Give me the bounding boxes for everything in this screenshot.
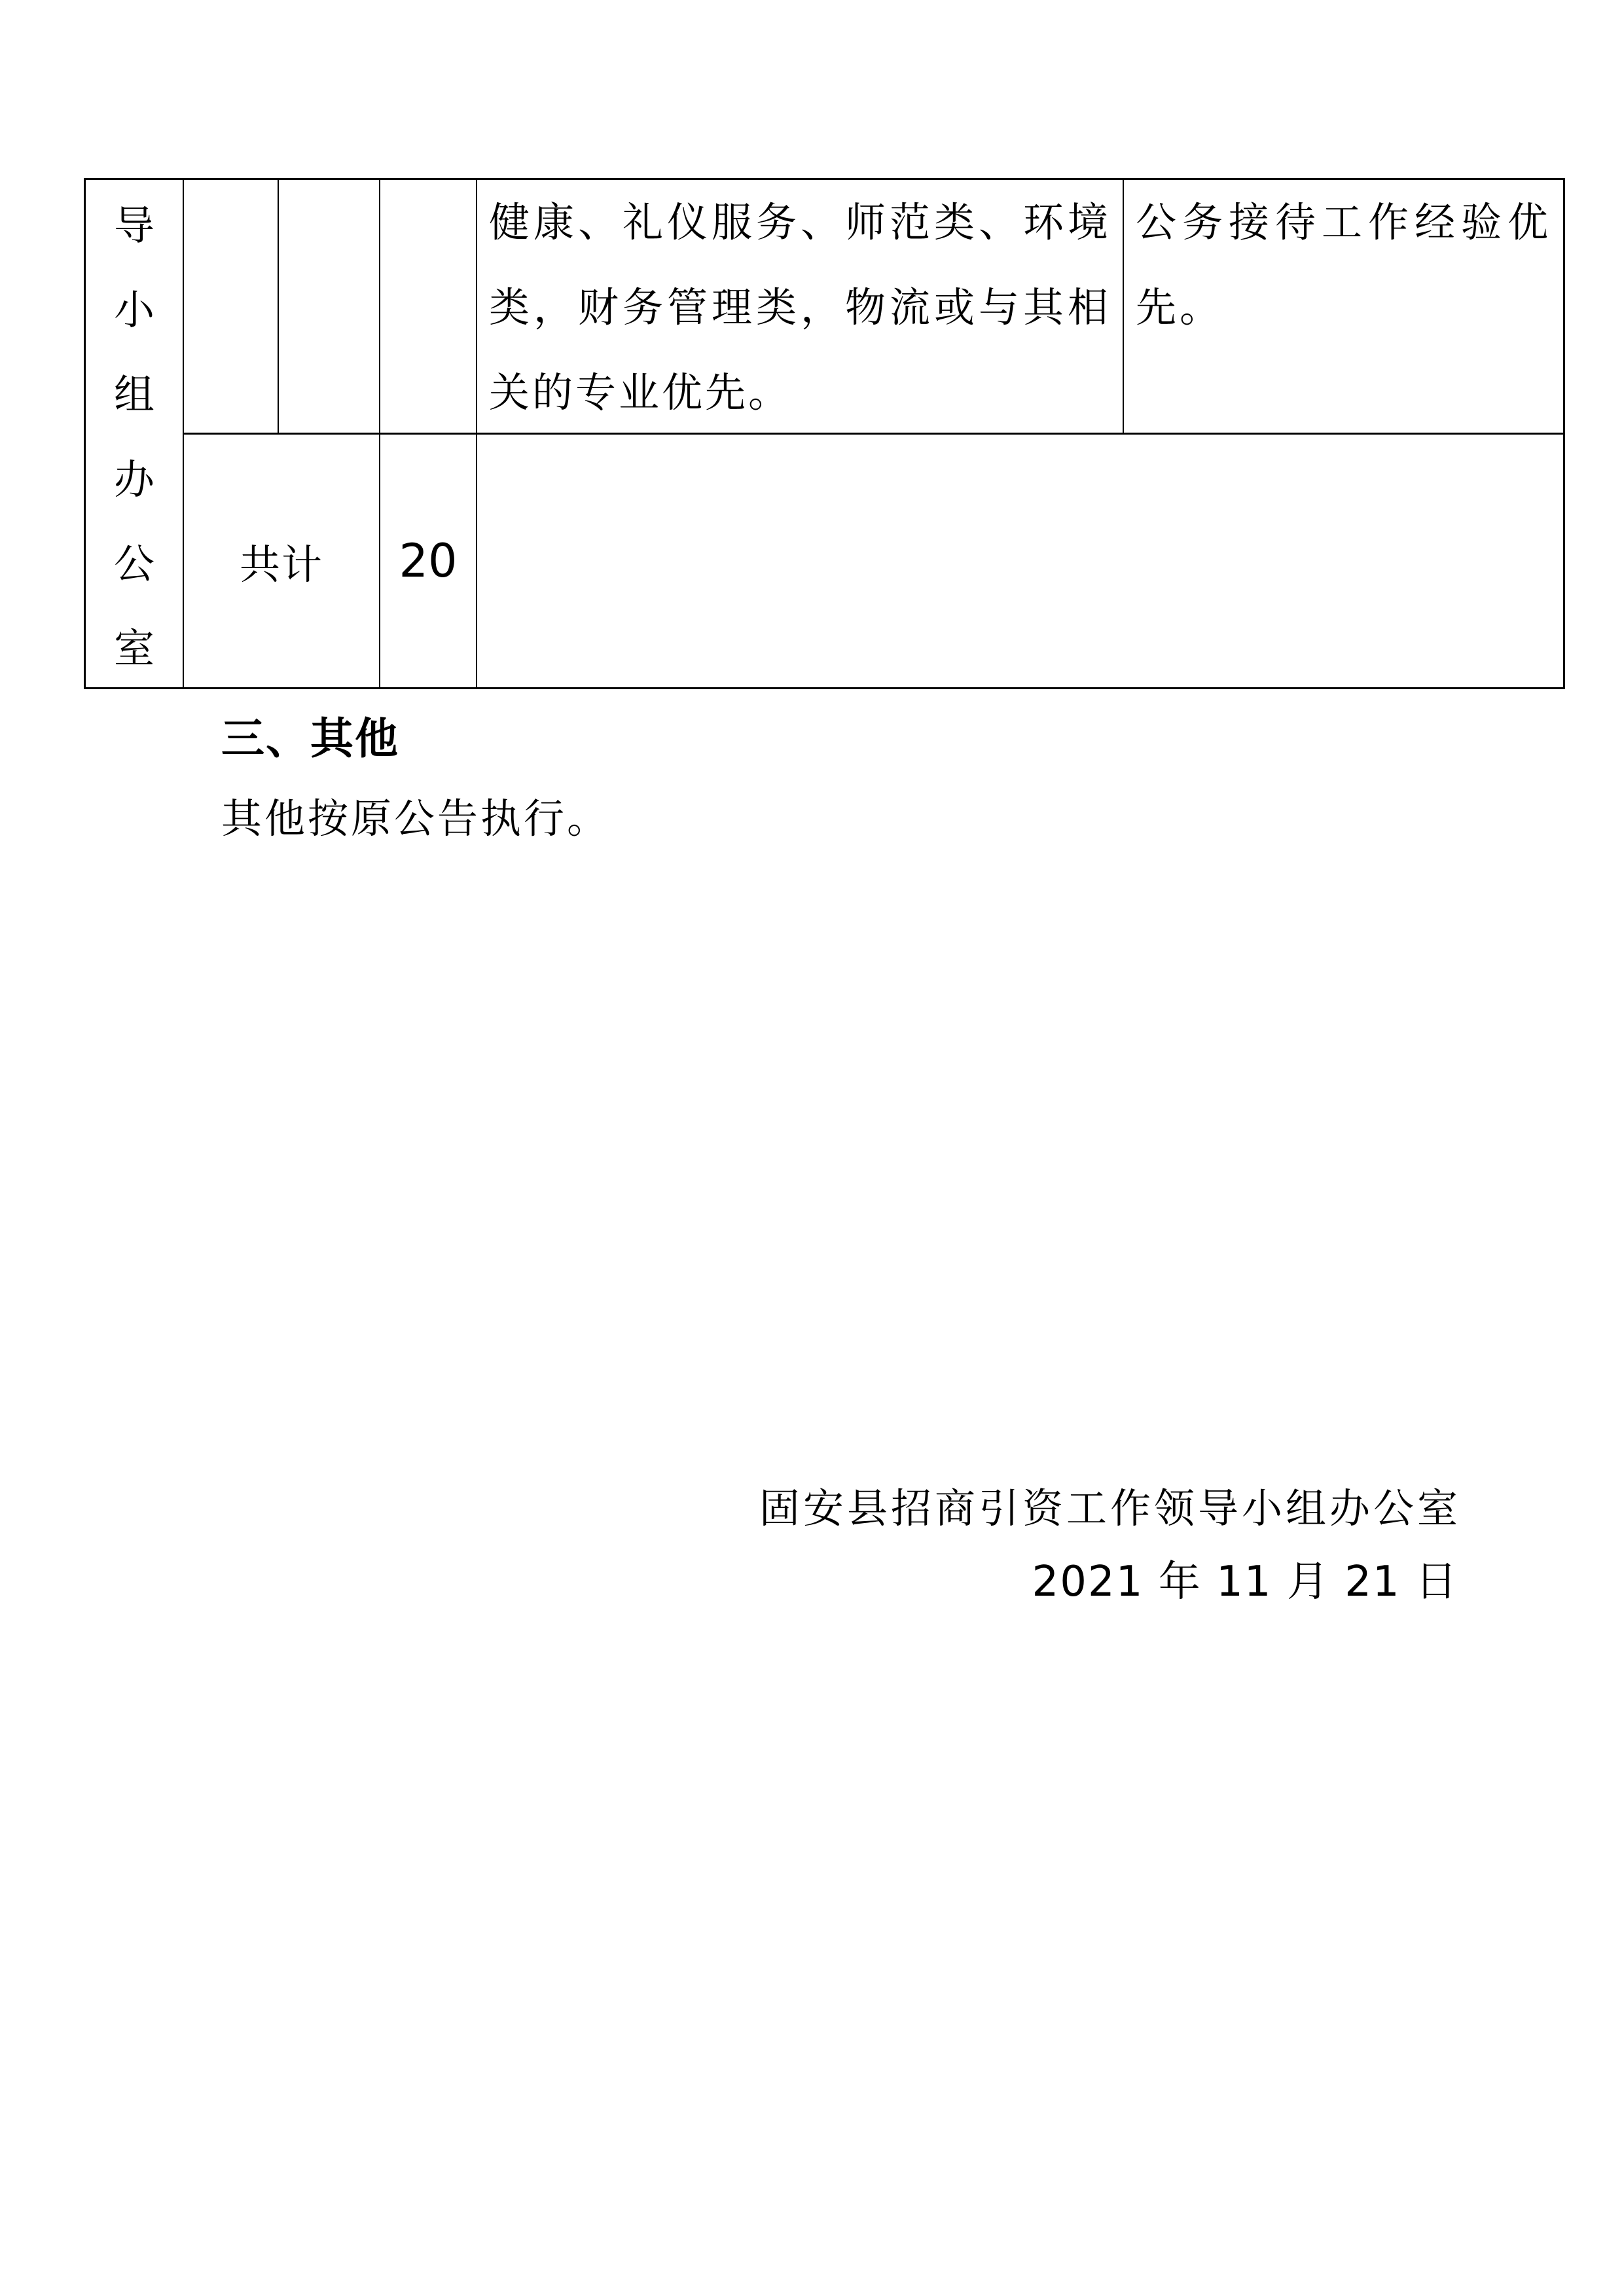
total-value-cell [380, 435, 477, 687]
org-vertical-char: 办 [113, 455, 154, 503]
section-body-text: 其他按原公告执行。 [221, 795, 611, 842]
org-vertical-char: 公 [113, 539, 154, 588]
recruitment-table [84, 178, 1565, 689]
total-label: 共计 [239, 540, 323, 588]
signature-org-name: 固安县招商引资工作领导小组办公室 [759, 1484, 1461, 1532]
total-value: 20 [399, 534, 458, 588]
empty-cell [279, 180, 380, 435]
empty-cell [380, 180, 477, 435]
experience-requirement-text: 公务接待工作经验优先。 [1136, 198, 1551, 331]
experience-requirement-cell [1124, 180, 1563, 435]
empty-cell [477, 435, 1563, 687]
org-vertical-char: 组 [113, 370, 154, 419]
empty-cell [184, 180, 279, 435]
total-label-cell [184, 435, 380, 687]
signature-date: 2021 年 11 月 21 日 [1032, 1558, 1458, 1606]
org-vertical-char: 室 [113, 624, 154, 672]
majors-requirement-cell [477, 180, 1124, 435]
org-name-vertical-cell [86, 180, 184, 687]
org-vertical-char: 小 [113, 286, 154, 334]
section-heading: 三、其他 [221, 713, 399, 764]
org-vertical-char: 导 [113, 202, 154, 250]
majors-requirement-text: 健康、礼仪服务、师范类、环境类，财务管理类，物流或与其相关的专业优先。 [489, 198, 1111, 416]
